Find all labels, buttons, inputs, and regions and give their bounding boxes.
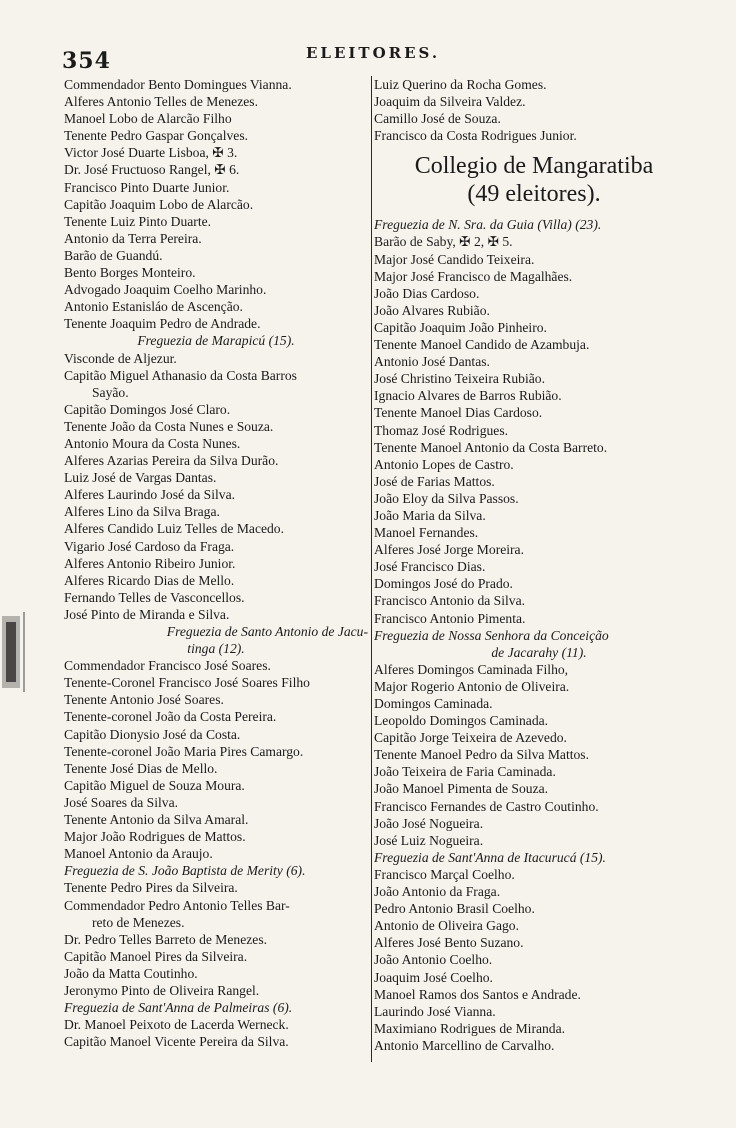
list-item: Tenente Antonio da Silva Amaral. [64,812,249,828]
list-item: Tenente Joaquim Pedro de Andrade. [64,316,261,332]
list-item: Tenente Luiz Pinto Duarte. [64,213,212,229]
list-item: Luiz Querino da Rocha Gomes. [374,77,547,92]
list-item: João Dias Cardoso. [374,285,480,301]
parish-heading-itacuruca: Freguezia de Sant'Anna de Itacurucá (15). [374,849,606,865]
list-item: Dr. Manoel Peixoto de Lacerda Werneck. [64,1017,289,1033]
list-item: Camillo José de Souza. [374,111,501,127]
list-item: Dr. José Fructuoso Rangel, ✠ 6. [64,162,240,178]
list-item: Barão de Saby, ✠ 2, ✠ 5. [374,234,513,250]
list-item: Maximiano Rodrigues de Miranda. [374,1020,566,1036]
list-item: Laurindo José Vianna. [374,1003,496,1019]
parish-heading-jacutinga: Freguezia de Santo Antonio de Jacu- [166,624,368,639]
list-item: Capitão Dionysio José da Costa. [64,726,241,742]
list-item: João Alvares Rubião. [374,302,490,318]
list-item: Tenente-coronel João da Costa Pereira. [64,709,277,725]
list-item: José Christino Teixeira Rubião. [374,371,545,387]
list-item: Francisco da Costa Rodrigues Junior. [374,128,577,144]
list-item: Major José Candido Teixeira. [374,251,535,267]
list-item: Tenente Pedro Pires da Silveira. [64,880,238,896]
list-item: Manoel Ramos dos Santos e Andrade. [374,986,581,1002]
list-item: José de Farias Mattos. [374,473,495,489]
right-column [374,76,704,1054]
spacer [374,144,704,152]
page-number: 354 [62,48,111,74]
list-item: Francisco Antonio da Silva. [374,593,526,609]
college-subtitle: (49 eleitores). [467,181,601,208]
list-item: José Soares da Silva. [64,794,179,810]
list-item: Capitão Jorge Teixeira de Azevedo. [374,730,567,746]
parish-heading-jacutinga-cont: tinga (12). [187,641,245,657]
list-item: João Maria da Silva. [374,507,486,523]
list-item: Capitão Joaquim Lobo de Alarcão. [64,196,254,212]
parish-heading-palmeiras: Freguezia de Sant'Anna de Palmeiras (6). [64,1000,293,1016]
list-item: Tenente-coronel João Maria Pires Camargo. [64,743,304,759]
list-item: Domingos Caminada. [374,696,493,711]
list-item: Alferes José Bento Suzano. [374,935,524,951]
list-item: Tenente Manoel Candido de Azambuja. [374,337,590,353]
list-item-continuation: Sayão. [92,384,129,400]
list-item: João Eloy da Silva Passos. [374,490,519,506]
list-item: Antonio Moura da Costa Nunes. [64,435,241,451]
list-item: Vigario José Cardoso da Fraga. [64,538,235,554]
list-item: Major Rogerio Antonio de Oliveira. [374,678,570,694]
parish-heading-jacarahy: Freguezia de Nossa Senhora da Conceição [374,627,609,643]
list-item: Alferes Lino da Silva Braga. [64,504,220,520]
list-item: Victor José Duarte Lisboa, ✠ 3. [64,145,238,161]
page-header [0,40,736,74]
running-head: ELEITORES. [306,44,441,62]
list-item: Commendador Pedro Antonio Telles Bar- [64,897,290,913]
list-item: Alferes Antonio Telles de Menezes. [64,94,258,110]
list-item: Tenente Manoel Antonio da Costa Barreto. [374,439,608,455]
list-item: Joaquim da Silveira Valdez. [374,94,526,110]
list-item: Antonio Lopes de Castro. [374,456,514,472]
list-item: Francisco Fernandes de Castro Coutinho. [374,798,599,814]
list-item: Alferes Domingos Caminada Filho, [374,661,569,677]
list-item: Tenente Pedro Gaspar Gonçalves. [64,128,249,144]
list-item: Commendador Francisco José Soares. [64,658,271,674]
list-item: João da Matta Coutinho. [64,965,198,981]
list-item: José Luiz Nogueira. [374,832,484,848]
list-item: José Pinto de Miranda e Silva. [64,606,230,622]
list-item: Visconde de Aljezur. [64,350,177,366]
list-item: Manoel Antonio da Araujo. [64,846,213,862]
list-item: Tenente Manoel Pedro da Silva Mattos. [374,747,589,763]
list-item: Tenente-Coronel Francisco José Soares Filho [64,675,310,691]
list-item: João Teixeira de Faria Caminada. [374,764,556,780]
list-item: Thomaz José Rodrigues. [374,422,509,438]
left-column [64,76,368,1050]
list-item: Dr. Pedro Telles Barreto de Menezes. [64,931,268,947]
list-item: Capitão Manoel Vicente Pereira da Silva. [64,1034,289,1050]
list-item: Major José Francisco de Magalhães. [374,268,573,284]
list-item: Domingos José do Prado. [374,576,513,592]
list-item: João Antonio da Fraga. [374,884,501,900]
list-item: Francisco Marçal Coelho. [374,866,515,882]
list-item: Capitão Domingos José Claro. [64,401,231,417]
list-item: Alferes Laurindo José da Silva. [64,487,236,503]
list-item: Capitão Manoel Pires da Silveira. [64,948,248,964]
list-item: Alferes Ricardo Dias de Mello. [64,572,235,588]
list-item: Antonio Marcellino de Carvalho. [374,1037,555,1053]
college-title: Collegio de Mangaratiba [414,153,654,180]
list-item: Alferes José Jorge Moreira. [374,542,524,558]
list-item: Luiz José de Vargas Dantas. [64,470,217,486]
spacer [374,208,704,216]
list-item: Manoel Fernandes. [374,525,479,541]
list-item: Manoel Lobo de Alarcão Filho [64,111,232,127]
list-item: Antonio Estanisláo de Ascenção. [64,299,243,315]
list-item: Commendador Bento Domingues Vianna. [64,77,292,92]
list-item: Ignacio Alvares de Barros Rubião. [374,388,562,404]
list-item: Capitão Miguel de Souza Moura. [64,777,245,793]
list-item: Alferes Antonio Ribeiro Junior. [64,555,236,571]
list-item: Francisco Antonio Pimenta. [374,610,526,626]
list-item: Tenente Antonio José Soares. [64,692,224,708]
list-item: Bento Borges Monteiro. [64,265,196,281]
list-item: Antonio José Dantas. [374,354,490,370]
list-item: José Francisco Dias. [374,559,486,575]
list-item: João Antonio Coelho. [374,952,493,968]
list-item: Fernando Telles de Vasconcellos. [64,589,245,605]
parish-heading-jacarahy-cont: de Jacarahy (11). [491,644,587,660]
list-item: Alferes Candido Luiz Telles de Macedo. [64,521,285,537]
list-item: Leopoldo Domingos Caminada. [374,713,549,729]
list-item: Tenente Manoel Dias Cardoso. [374,405,543,421]
list-item: Alferes Azarias Pereira da Silva Durão. [64,453,279,469]
list-item: Major João Rodrigues de Mattos. [64,829,246,845]
list-item: Capitão Miguel Athanasio da Costa Barros [64,367,297,383]
list-item: Francisco Pinto Duarte Junior. [64,179,230,195]
list-item: João José Nogueira. [374,815,484,831]
parish-heading-marapicu: Freguezia de Marapicú (15). [137,333,295,349]
list-item: Tenente João da Costa Nunes e Souza. [64,418,274,434]
list-item: Antonio de Oliveira Gago. [374,918,519,934]
list-item-continuation: reto de Menezes. [92,914,185,930]
binding-stitch-mark [0,612,30,692]
list-item: Tenente José Dias de Mello. [64,760,218,776]
list-item: João Manoel Pimenta de Souza. [374,781,549,797]
list-item: Joaquim José Coelho. [374,969,493,985]
list-item: Advogado Joaquim Coelho Marinho. [64,282,267,298]
column-divider [371,76,372,1062]
list-item: Barão de Guandú. [64,247,163,263]
list-item: Pedro Antonio Brasil Coelho. [374,901,535,917]
list-item: Capitão Joaquim João Pinheiro. [374,319,547,335]
list-item: Antonio da Terra Pereira. [64,230,202,246]
parish-heading-merity: Freguezia de S. João Baptista de Merity (6). [64,863,306,879]
list-item: Jeronymo Pinto de Oliveira Rangel. [64,982,260,998]
parish-heading-guia: Freguezia de N. Sra. da Guia (Villa) (23). [374,217,602,233]
